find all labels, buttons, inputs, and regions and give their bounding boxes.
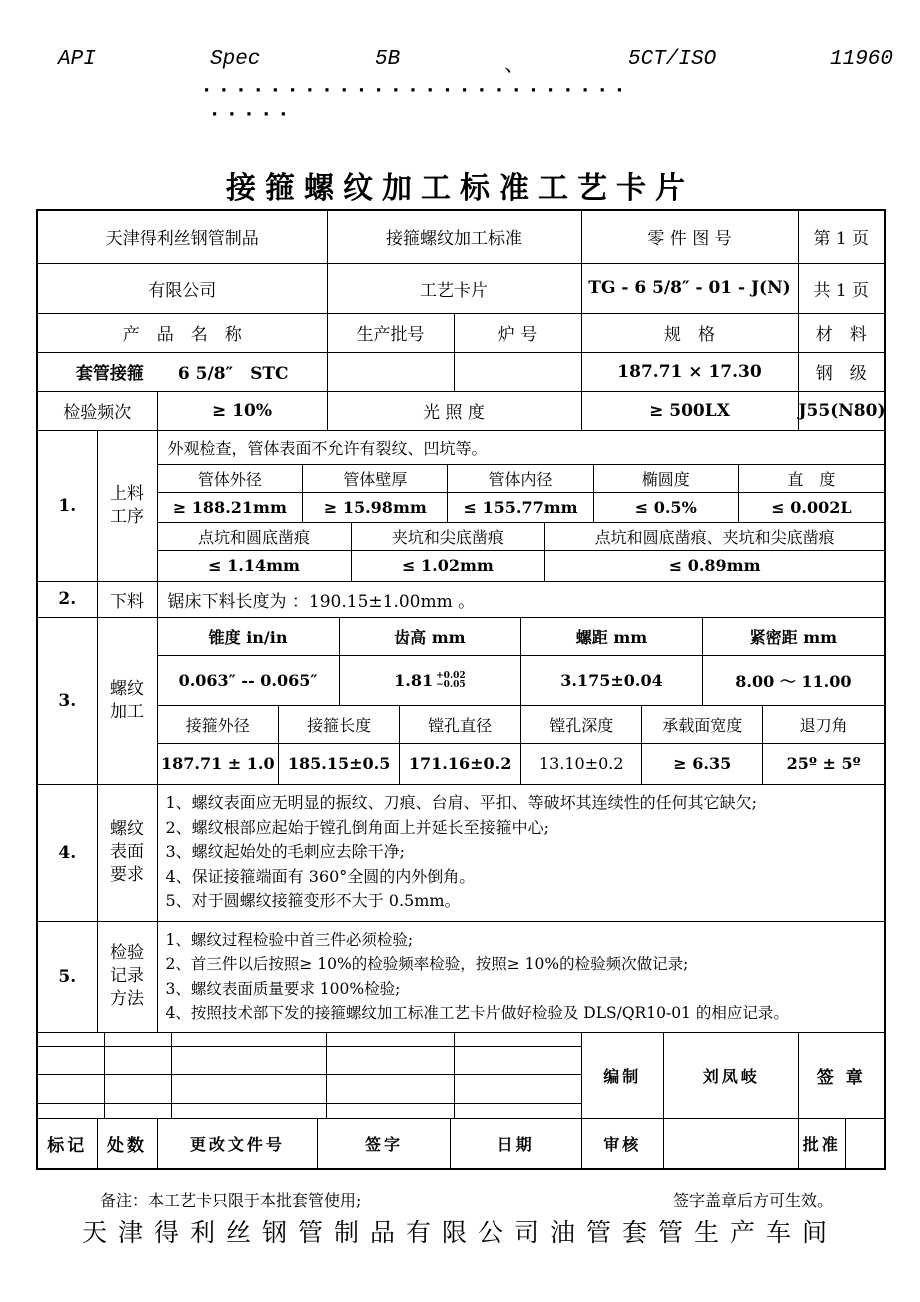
product-name: 套管接箍 6 5/8″ STC bbox=[37, 352, 327, 391]
s3-h2-relief: 退刀角 bbox=[763, 706, 884, 744]
s3-h-height: 齿高 mm bbox=[339, 618, 521, 656]
batch-value bbox=[327, 352, 454, 391]
section-4-label-a: 螺纹 bbox=[110, 819, 144, 839]
page-number: 第 1 页 bbox=[798, 210, 885, 263]
s3-h-standoff: 紧密距 mm bbox=[702, 618, 884, 656]
s3-h2-bore-dia: 镗孔直径 bbox=[400, 706, 521, 744]
list-item: 5、对于圆螺纹接箍变形不大于 0.5mm。 bbox=[165, 891, 461, 911]
s1-v-od: ≥ 188.21mm bbox=[158, 493, 303, 523]
section-5-methods bbox=[157, 921, 885, 1032]
header-5b: 5B bbox=[375, 48, 401, 71]
freq-label: 检验频次 bbox=[37, 391, 157, 430]
s3-v2-bore-depth: 13.10±0.2 bbox=[521, 744, 642, 784]
s1-h-oval: 椭圆度 bbox=[593, 464, 738, 493]
header-sep: 、 bbox=[504, 55, 525, 78]
list-item: 4、按照技术部下发的接箍螺纹加工标准工艺卡片做好检验及 DLS/QR10-01 的相应记录。 bbox=[165, 1004, 789, 1022]
s3-v-height bbox=[339, 656, 521, 706]
section-1-label-a: 上料 bbox=[110, 483, 144, 504]
drawing-number: TG - 6 5/8″ - 01 - J(N) bbox=[581, 263, 798, 313]
s3-v-pitch: 3.175±0.04 bbox=[521, 656, 703, 706]
section-4-number: 4. bbox=[37, 784, 97, 921]
list-item: 2、首三件以后按照≥ 10%的检验频率检验，按照≥ 10%的检验频次做记录; bbox=[165, 955, 689, 973]
section-1-label bbox=[97, 430, 157, 581]
company-name-2: 有限公司 bbox=[37, 263, 327, 313]
s1-h2-clamp: 夹坑和尖底凿痕 bbox=[351, 522, 545, 551]
spec-value: 187.71 × 17.30 bbox=[581, 352, 798, 391]
section-5-label-a: 检验 bbox=[110, 943, 144, 963]
seal-label: 签 章 bbox=[798, 1032, 885, 1118]
col-count: 处数 bbox=[97, 1118, 157, 1169]
s1-v2-clamp: ≤ 1.02mm bbox=[351, 551, 545, 581]
list-item: 1、螺纹表面应无明显的振纹、刀痕、台肩、平扣、等破坏其连续性的任何其它缺欠; bbox=[165, 793, 758, 813]
section-3-grid bbox=[158, 618, 885, 784]
list-item: 2、螺纹根部应起始于镗孔倒角面上并延长至接箍中心; bbox=[165, 817, 550, 837]
furnace-label: 炉 号 bbox=[454, 313, 581, 352]
s3-v-height-value: 1.81 bbox=[394, 670, 434, 690]
section-5-label bbox=[97, 921, 157, 1032]
section-5-label-c: 方法 bbox=[110, 989, 144, 1009]
header-11960: 11960 bbox=[830, 48, 894, 71]
section-4-label-c: 要求 bbox=[110, 865, 144, 885]
review-label: 审核 bbox=[582, 1119, 664, 1169]
section-5-label-b: 记录 bbox=[110, 966, 144, 986]
section-2-number: 2. bbox=[37, 581, 97, 617]
s1-v-oval: ≤ 0.5% bbox=[593, 493, 738, 523]
header-api: API bbox=[58, 48, 96, 71]
s1-v-id: ≤ 155.77mm bbox=[448, 493, 593, 523]
col-signature: 签字 bbox=[318, 1119, 451, 1169]
section-5-number: 5. bbox=[37, 921, 97, 1032]
s3-h-pitch: 螺距 mm bbox=[521, 618, 703, 656]
section-2-label: 下料 bbox=[97, 581, 157, 617]
section-1-number: 1. bbox=[37, 430, 97, 581]
section-2-text: 锯床下料长度为 ：190.15±1.00mm 。 bbox=[157, 581, 885, 617]
s3-h2-bearing: 承载面宽度 bbox=[642, 706, 763, 744]
approve-signature bbox=[846, 1119, 884, 1169]
s1-h-wall: 管体壁厚 bbox=[303, 464, 448, 493]
list-item: 1、螺纹过程检验中首三件必须检验; bbox=[165, 930, 414, 949]
section-3-label bbox=[97, 617, 157, 784]
col-change-doc: 更改文件号 bbox=[158, 1119, 318, 1169]
section-3-number: 3. bbox=[37, 617, 97, 784]
compile-grid bbox=[582, 1033, 799, 1118]
s1-v2-pit: ≤ 1.14mm bbox=[158, 551, 352, 581]
freq-value: ≥ 10% bbox=[157, 391, 327, 430]
section-3-label-b: 加工 bbox=[110, 701, 144, 722]
tol-up: +0.02 bbox=[436, 671, 466, 682]
header-spec: Spec bbox=[210, 48, 261, 71]
footer-note: 备注：本工艺卡只限于本批套管使用; bbox=[100, 1191, 362, 1210]
review-grid bbox=[582, 1119, 799, 1169]
s3-v-taper: 0.063″ -- 0.065″ bbox=[158, 656, 340, 706]
s3-h2-od: 接箍外径 bbox=[158, 706, 279, 744]
s3-h2-bore-depth: 镗孔深度 bbox=[521, 706, 642, 744]
doc-name-1: 接箍螺纹加工标准 bbox=[327, 210, 581, 263]
s1-h2-pit: 点坑和圆底凿痕 bbox=[158, 522, 352, 551]
s1-h-id: 管体内径 bbox=[448, 464, 593, 493]
page-title: 接箍螺纹加工标准工艺卡片 bbox=[226, 171, 694, 206]
s3-v2-od: 187.71 ± 1.0 bbox=[158, 744, 279, 784]
footer-department: 天津得利丝钢管制品有限公司油管套管生产车间 bbox=[81, 1218, 838, 1247]
company-name-1: 天津得利丝钢管制品 bbox=[37, 210, 327, 263]
approve-label: 批准 bbox=[799, 1119, 846, 1169]
material-label: 材 料 bbox=[798, 313, 885, 352]
approve-grid bbox=[799, 1119, 885, 1169]
s3-v2-bore-dia: 171.16±0.2 bbox=[400, 744, 521, 784]
s3-h-taper: 锥度 in/in bbox=[158, 618, 340, 656]
s3-v-standoff: 8.00 ～ 11.00 bbox=[702, 656, 884, 706]
revision-grid bbox=[38, 1033, 581, 1118]
grade-value: J55(N80) bbox=[798, 391, 885, 430]
leader-dots: ························· bbox=[200, 78, 631, 103]
s3-v2-length: 185.15±0.5 bbox=[279, 744, 400, 784]
s1-h2-combined: 点坑和圆底凿痕、夹坑和尖底凿痕 bbox=[545, 522, 884, 551]
compile-label: 编制 bbox=[582, 1033, 664, 1118]
s1-h-od: 管体外径 bbox=[158, 464, 303, 493]
section-4-label-b: 表面 bbox=[110, 842, 144, 862]
tol-down: −0.05 bbox=[436, 680, 466, 691]
drawing-label: 零 件 图 号 bbox=[581, 210, 798, 263]
grade-label: 钢 级 bbox=[798, 352, 885, 391]
footer-validity: 签字盖章后方可生效。 bbox=[673, 1191, 834, 1210]
col-date: 日期 bbox=[496, 1134, 535, 1154]
s1-v-wall: ≥ 15.98mm bbox=[303, 493, 448, 523]
batch-label: 生产批号 bbox=[327, 313, 454, 352]
section-1-label-b: 工序 bbox=[110, 506, 144, 527]
header-5ct: 5CT/ISO bbox=[628, 48, 717, 71]
process-card-table bbox=[36, 209, 886, 1170]
section-4-requirements bbox=[157, 784, 885, 921]
section-1-grid bbox=[158, 431, 885, 581]
section-3-label-a: 螺纹 bbox=[110, 678, 144, 699]
s3-v-height-tolerance bbox=[436, 672, 465, 690]
list-item: 3、螺纹起始处的毛刺应去除干净; bbox=[165, 842, 406, 862]
section-4-label bbox=[97, 784, 157, 921]
product-name-label: 产 品 名 称 bbox=[37, 313, 327, 352]
spec-label: 规 格 bbox=[581, 313, 798, 352]
compiler-signature: 刘凤岐 bbox=[702, 1066, 760, 1086]
doc-name-2: 工艺卡片 bbox=[327, 263, 581, 313]
light-label: 光 照 度 bbox=[327, 391, 581, 430]
s1-v-straight: ≤ 0.002L bbox=[738, 493, 884, 523]
s3-v2-bearing: ≥ 6.35 bbox=[642, 744, 763, 784]
section-1-intro: 外观检查，管体表面不允许有裂纹、凹坑等。 bbox=[158, 431, 885, 465]
light-value: ≥ 500LX bbox=[581, 391, 798, 430]
list-item: 3、螺纹表面质量要求 100%检验; bbox=[165, 979, 401, 998]
review-signature bbox=[664, 1119, 799, 1169]
s1-v2-combined: ≤ 0.89mm bbox=[545, 551, 884, 581]
revision-header bbox=[158, 1119, 581, 1169]
list-item: 4、保证接箍端面有 360°全圆的内外倒角。 bbox=[165, 866, 476, 886]
col-mark: 标记 bbox=[37, 1118, 97, 1169]
s3-v2-relief: 25º ± 5º bbox=[763, 744, 884, 784]
page-total: 共 1 页 bbox=[798, 263, 885, 313]
furnace-value bbox=[454, 352, 581, 391]
s1-h-straight: 直 度 bbox=[738, 464, 884, 493]
s3-h2-length: 接箍长度 bbox=[279, 706, 400, 744]
leader-dots-2: ····· bbox=[208, 102, 295, 127]
